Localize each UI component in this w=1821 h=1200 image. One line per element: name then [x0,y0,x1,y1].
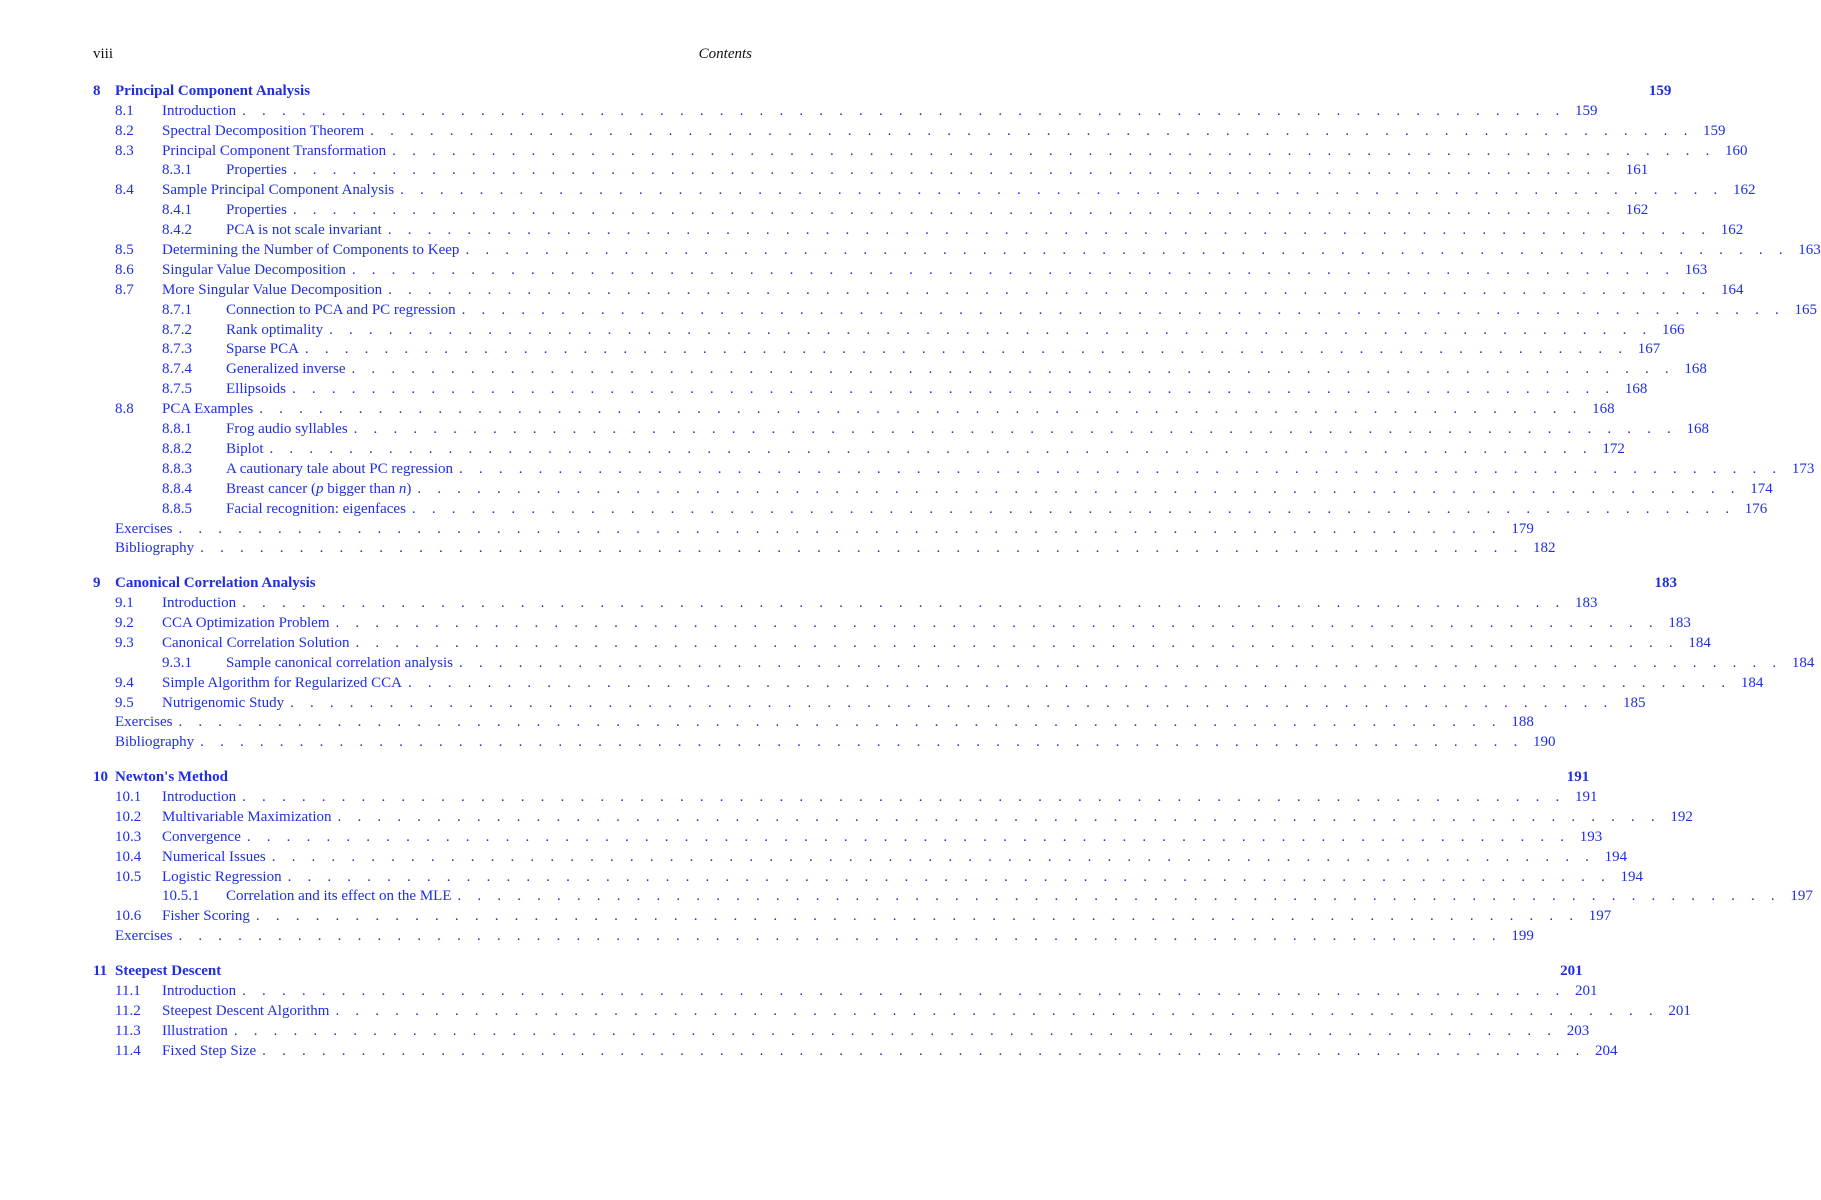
toc-entry-number: 10.3 [115,828,142,845]
toc-entry[interactable] [93,321,1685,342]
toc-page-number: 173 [1791,460,1815,477]
toc-entry-title: Determining the Number of Components to Keep [162,242,460,259]
toc-page-number: 162 [1625,202,1649,219]
toc-entry[interactable] [93,520,1534,541]
toc-page-number: 165 [1794,301,1817,318]
toc-entry-title: Biplot [226,440,264,457]
toc-entry-number: 8.4.2 [162,222,192,239]
toc-leader-dots: . . . . . . . . . . . . . . . . . . . . . . . . . . . . . . . . . . . . . . . . . . . . . . . . . . . . . . . . . . . . . . . . . . . [407,674,1732,691]
toc-entry-number: 9.1 [115,595,134,612]
toc-leader-dots: . . . . . . . . . . . . . . . . . . . . . . . . . . . . . . . . . . . . . . . . . . . . . . . . . . . . . . . . . . . . . . . . . . . [292,162,1617,179]
toc-leader-dots: . . . . . . . . . . . . . . . . . . . . . . . . . . . . . . . . . . . . . . . . . . . . . . . . . . . . . . . . . . . . . . . . . . . [242,982,1566,999]
toc-page-number: 159 [1648,83,1672,99]
toc-entry[interactable] [93,694,1646,715]
toc-entry-number: 8.4 [115,182,134,199]
toc-entry[interactable] [93,500,1768,521]
toc-leader-dots: . . . . . . . . . . . . . . . . . . . . . . . . . . . . . . . . . . . . . . . . . . . . . . . . . . . . . . . . . . . . . . . . . . . [200,734,1524,751]
toc-entry[interactable] [93,202,1649,222]
toc-chapter-entry[interactable] [93,769,1590,789]
toc-entry[interactable] [93,808,1693,829]
toc-entry-title: More Singular Value Decomposition [162,281,383,298]
table-of-contents [93,83,1821,1077]
toc-entry-number: 8.8.4 [162,480,192,497]
toc-entry-number: 8.4.1 [162,202,192,219]
toc-entry-number: 11.3 [115,1022,141,1039]
toc-page-number: 182 [1533,540,1556,557]
toc-entry[interactable] [93,734,1556,754]
toc-leader-dots: . . . . . . . . . . . . . . . . . . . . . . . . . . . . . . . . . . . . . . . . . . . . . . . . . . . . . . . . . . . . . . . . . . . [178,714,1502,731]
toc-entry-title: Canonical Correlation Solution [162,634,350,651]
toc-leader-dots: . . . . . . . . . . . . . . . . . . . . . . . . . . . . . . . . . . . . . . . . . . . . . . . . . . . . . . . . . . . . . . . . . . . [292,202,1617,219]
toc-entry-title: Singular Value Decomposition [162,261,346,278]
toc-entry-number: 9.3 [115,634,134,651]
toc-chapter-block [93,575,1815,754]
toc-entry-title: Facial recognition: eigenfaces [226,500,406,517]
toc-page-number: 201 [1560,963,1583,980]
toc-entry-title: Exercises [115,928,173,945]
toc-page-number: 172 [1602,440,1625,457]
toc-entry-number: 8.2 [115,122,134,139]
toc-leader-dots: . . . . . . . . . . . . . . . . . . . . . . . . . . . . . . . . . . . . . . . . . . . . . . . . . . . . . . . . . . . . . . . . . . . [465,242,1789,259]
toc-entry-number: 8 [93,83,101,99]
toc-entry[interactable] [93,222,1744,242]
toc-entry-title: PCA is not scale invariant [226,222,382,239]
toc-entry[interactable] [93,928,1534,948]
toc-entry-title: Ellipsoids [226,381,287,398]
toc-entry[interactable] [93,540,1556,560]
toc-entry-title: Sample canonical correlation analysis [226,654,453,671]
toc-page-number: 204 [1595,1042,1618,1059]
toc-entry-number: 10.2 [115,808,142,825]
toc-entry-number: 9.5 [115,694,134,711]
toc-entry[interactable] [93,828,1603,849]
toc-page-number: 194 [1604,848,1628,865]
toc-entry-title: Generalized inverse [226,361,346,378]
toc-entry-number: 10.6 [115,908,142,925]
toc-leader-dots: . . . . . . . . . . . . . . . . . . . . . . . . . . . . . . . . . . . . . . . . . . . . . . . . . . . . . . . . . . . . . . . . . . . [353,421,1678,438]
toc-entry-title: Bibliography [115,540,195,557]
toc-leader-dots: . . . . . . . . . . . . . . . . . . . . . . . . . . . . . . . . . . . . . . . . . . . . . . . . . . . . . . . . . . . . . . . . . . . [335,614,1659,631]
toc-leader-dots: . . . . . . . . . . . . . . . . . . . . . . . . . . . . . . . . . . . . . . . . . . . . . . . . . . . . . . . . . . . . . . . . . . . [411,500,1736,517]
page-number-label: viii [93,46,114,62]
toc-entry[interactable] [93,381,1648,401]
toc-entry[interactable] [93,142,1748,163]
toc-entry[interactable] [93,361,1707,381]
toc-chapter-block [93,769,1813,948]
toc-leader-dots: . . . . . . . . . . . . . . . . . . . . . . . . . . . . . . . . . . . . . . . . . . . . . . . . . . . . . . . . . . . . . . . . . . . [329,321,1653,338]
toc-page-number: 194 [1620,868,1643,885]
toc-entry[interactable] [93,1022,1590,1043]
toc-page-number: 201 [1668,1002,1691,1019]
toc-chapter-entry[interactable] [93,575,1677,595]
toc-entry-number: 8.5 [115,242,134,259]
toc-entry-number: 11.1 [115,982,141,999]
toc-entry[interactable] [93,182,1756,202]
toc-page-number: 161 [1625,162,1649,179]
toc-entry-number: 10 [93,769,108,786]
toc-entry-number: 8.7 [115,281,134,298]
toc-page-number: 168 [1684,361,1707,378]
toc-entry-title: Bibliography [115,734,195,751]
toc-entry-number: 9.4 [115,674,134,691]
toc-entry[interactable] [93,1002,1691,1023]
toc-entry[interactable] [93,888,1813,908]
toc-leader-dots: . . . . . . . . . . . . . . . . . . . . . . . . . . . . . . . . . . . . . . . . . . . . . . . . . . . . . . . . . . . . . . . . . . . [351,361,1675,378]
toc-page-number: 192 [1670,808,1693,825]
toc-entry-title: Correlation and its effect on the MLE [226,888,452,905]
toc-leader-dots: . . . . . . . . . . . . . . . . . . . . . . . . . . . . . . . . . . . . . . . . . . . . . . . . . . . . . . . . . . . . . . . . . . . [459,654,1783,671]
toc-leader-dots: . . . . . . . . . . . . . . . . . . . . . . . . . . . . . . . . . . . . . . . . . . . . . . . . . . . . . . . . . . . . . . . . . . . [461,301,1785,318]
toc-leader-dots: . . . . . . . . . . . . . . . . . . . . . . . . . . . . . . . . . . . . . . . . . . . . . . . . . . . . . . . . . . . . . . . . . . . [459,460,1783,477]
toc-page-number: 184 [1688,634,1711,651]
toc-entry-title: Principal Component Analysis [115,83,311,99]
running-head: Contents [698,46,752,62]
toc-chapter-entry[interactable] [93,83,1672,103]
toc-leader-dots: . . . . . . . . . . . . . . . . . . . . . . . . . . . . . . . . . . . . . . . . . . . . . . . . . . . . . . . . . . . . . . . . . . . [269,440,1593,457]
toc-entry[interactable] [93,908,1612,928]
toc-entry[interactable] [93,421,1710,441]
toc-entry-title: CCA Optimization Problem [162,614,330,631]
toc-leader-dots: . . . . . . . . . . . . . . . . . . . . . . . . . . . . . . . . . . . . . . . . . . . . . . . . . . . . . . . . . . . . . . . . . . . [290,694,1614,711]
toc-entry[interactable] [93,868,1643,889]
toc-leader-dots: . . . . . . . . . . . . . . . . . . . . . . . . . . . . . . . . . . . . . . . . . . . . . . . . . . . . . . . . . . . . . . . . . . . [271,848,1596,865]
toc-leader-dots: . . . . . . . . . . . . . . . . . . . . . . . . . . . . . . . . . . . . . . . . . . . . . . . . . . . . . . . . . . . . . . . . . . . [246,828,1571,845]
toc-page-number: 199 [1511,928,1534,945]
toc-page-number: 168 [1592,401,1615,418]
toc-entry-title: Fisher Scoring [162,908,250,925]
toc-page-number: 191 [1575,789,1598,805]
toc-entry[interactable] [93,654,1815,675]
toc-leader-dots: . . . . . . . . . . . . . . . . . . . . . . . . . . . . . . . . . . . . . . . . . . . . . . . . . . . . . . . . . . . . . . . . . . . [457,888,1781,905]
toc-entry[interactable] [93,261,1708,282]
toc-entry[interactable] [93,1042,1618,1063]
toc-page-number: 164 [1720,281,1744,298]
toc-page-number: 185 [1622,694,1646,711]
toc-entry-title: Breast cancer (p bigger than n) [226,480,412,497]
toc-entry-title: Frog audio syllables [226,421,348,438]
toc-leader-dots: . . . . . . . . . . . . . . . . . . . . . . . . . . . . . . . . . . . . . . . . . . . . . . . . . . . . . . . . . . . . . . . . . . . [388,281,1712,298]
toc-entry-title: PCA Examples [162,401,254,418]
toc-leader-dots: . . . . . . . . . . . . . . . . . . . . . . . . . . . . . . . . . . . . . . . . . . . . . . . . . . . . . . . . . . . . . . . . . . . [292,381,1616,398]
toc-entry[interactable] [93,301,1817,322]
toc-page-number: 183 [1654,575,1677,592]
toc-entry[interactable] [93,595,1598,615]
toc-entry-number: 11.4 [115,1042,141,1059]
toc-leader-dots: . . . . . . . . . . . . . . . . . . . . . . . . . . . . . . . . . . . . . . . . . . . . . . . . . . . . . . . . . . . . . . . . . . . [337,808,1661,825]
toc-page-number: 163 [1684,261,1708,278]
toc-entry-title: Illustration [162,1022,228,1039]
toc-entry[interactable] [93,401,1615,421]
toc-page-number: 176 [1744,500,1768,517]
toc-leader-dots: . . . . . . . . . . . . . . . . . . . . . . . . . . . . . . . . . . . . . . . . . . . . . . . . . . . . . . . . . . . . . . . . . . . [242,789,1566,805]
toc-entry-title: A cautionary tale about PC regression [226,460,454,477]
toc-entry-title: Exercises [115,714,173,731]
toc-leader-dots: . . . . . . . . . . . . . . . . . . . . . . . . . . . . . . . . . . . . . . . . . . . . . . . . . . . . . . . . . . . . . . . . . . . [370,122,1694,139]
toc-leader-dots: . . . . . . . . . . . . . . . . . . . . . . . . . . . . . . . . . . . . . . . . . . . . . . . . . . . . . . . . . . . . . . . . . . . [200,540,1524,557]
toc-page-number: 167 [1637,341,1661,358]
toc-entry[interactable] [93,614,1691,635]
toc-page-number: 166 [1661,321,1685,338]
toc-entry-title: Introduction [162,102,237,119]
toc-leader-dots: . . . . . . . . . . . . . . . . . . . . . . . . . . . . . . . . . . . . . . . . . . . . . . . . . . . . . . . . . . . . . . . . . . . [242,102,1566,119]
toc-entry-title: Canonical Correlation Analysis [115,575,316,592]
toc-leader-dots: . . . . . . . . . . . . . . . . . . . . . . . . . . . . . . . . . . . . . . . . . . . . . . . . . . . . . . . . . . . . . . . . . . . [400,182,1724,199]
toc-page-number: 188 [1511,714,1534,731]
toc-leader-dots: . . . . . . . . . . . . . . . . . . . . . . . . . . . . . . . . . . . . . . . . . . . . . . . . . . . . . . . . . . . . . . . . . . . [355,634,1679,651]
toc-entry-title: Convergence [162,828,241,845]
toc-leader-dots: . . . . . . . . . . . . . . . . . . . . . . . . . . . . . . . . . . . . . . . . . . . . . . . . . . . . . . . . . . . . . . . . . . . [178,520,1502,537]
toc-page-number: 159 [1575,102,1598,119]
toc-entry-title: Simple Algorithm for Regularized CCA [162,674,402,691]
toc-entry[interactable] [93,848,1628,869]
toc-entry[interactable] [93,162,1649,182]
toc-chapter-entry[interactable] [93,963,1583,983]
toc-entry[interactable] [93,674,1764,695]
toc-entry-number: 10.4 [115,848,142,865]
toc-page-number: 197 [1588,908,1612,925]
toc-page-number: 168 [1686,421,1710,438]
toc-entry-title: Exercises [115,520,173,537]
toc-leader-dots: . . . . . . . . . . . . . . . . . . . . . . . . . . . . . . . . . . . . . . . . . . . . . . . . . . . . . . . . . . . . . . . . . . . [242,595,1566,612]
toc-entry-number: 11.2 [115,1002,141,1019]
toc-entry-number: 8.7.4 [162,361,192,378]
toc-leader-dots: . . . . . . . . . . . . . . . . . . . . . . . . . . . . . . . . . . . . . . . . . . . . . . . . . . . . . . . . . . . . . . . . . . . [304,341,1629,358]
toc-entry-number: 8.7.1 [162,301,192,318]
toc-entry-number: 10.1 [115,789,142,805]
toc-page-number: 191 [1566,769,1590,786]
toc-entry-number: 9 [93,575,101,592]
toc-entry[interactable] [93,789,1598,809]
toc-leader-dots: . . . . . . . . . . . . . . . . . . . . . . . . . . . . . . . . . . . . . . . . . . . . . . . . . . . . . . . . . . . . . . . . . . . [351,261,1676,278]
toc-page-number: 201 [1575,982,1598,999]
toc-entry[interactable] [93,122,1726,143]
toc-entry[interactable] [93,460,1815,481]
toc-entry-number: 9.2 [115,614,134,631]
toc-page-number: 184 [1740,674,1764,691]
toc-entry-number: 8.6 [115,261,134,278]
toc-entry[interactable] [93,982,1598,1003]
toc-entry-number: 10.5 [115,868,142,885]
toc-page-number: 183 [1575,595,1598,612]
toc-chapter-block [93,83,1821,560]
toc-entry[interactable] [93,102,1598,123]
toc-leader-dots: . . . . . . . . . . . . . . . . . . . . . . . . . . . . . . . . . . . . . . . . . . . . . . . . . . . . . . . . . . . . . . . . . . . [387,222,1712,239]
toc-entry-title: Introduction [162,595,237,612]
toc-entry-number: 8.8.2 [162,440,192,457]
toc-entry-number: 8.3 [115,142,134,159]
toc-page-number: 174 [1750,480,1773,497]
toc-entry[interactable] [93,714,1534,734]
toc-entry-number: 8.8.5 [162,500,192,517]
toc-page-number: 193 [1579,828,1603,845]
toc-entry-number: 8.7.5 [162,381,192,398]
toc-page-number: 160 [1725,142,1748,159]
toc-page-number: 197 [1790,888,1813,905]
toc-entry-title: Numerical Issues [162,848,266,865]
toc-leader-dots: . . . . . . . . . . . . . . . . . . . . . . . . . . . . . . . . . . . . . . . . . . . . . . . . . . . . . . . . . . . . . . . . . . . [417,480,1741,497]
toc-entry-title: Steepest Descent Algorithm [162,1002,330,1019]
toc-leader-dots: . . . . . . . . . . . . . . . . . . . . . . . . . . . . . . . . . . . . . . . . . . . . . . . . . . . . . . . . . . . . . . . . . . . [233,1022,1558,1039]
toc-entry-title: Multivariable Maximization [162,808,332,825]
toc-entry[interactable] [93,341,1661,361]
toc-entry-title: Spectral Decomposition Theorem [162,122,365,139]
toc-page-number: 184 [1791,654,1815,671]
toc-entry-title: Connection to PCA and PC regression [226,301,456,318]
toc-entry-title: Newton's Method [115,769,228,786]
toc-page-number: 163 [1798,242,1821,259]
toc-page-number: 159 [1703,122,1726,139]
toc-page-number: 162 [1732,182,1756,199]
toc-entry-title: Logistic Regression [162,868,282,885]
toc-entry-number: 8.8.3 [162,460,192,477]
toc-entry[interactable] [93,281,1744,302]
toc-leader-dots: . . . . . . . . . . . . . . . . . . . . . . . . . . . . . . . . . . . . . . . . . . . . . . . . . . . . . . . . . . . . . . . . . . . [255,908,1580,925]
toc-entry-title: Rank optimality [226,321,324,338]
toc-entry-number: 11 [93,963,108,980]
toc-entry-title: Nutrigenomic Study [162,694,285,711]
toc-page-number: 183 [1668,614,1691,631]
toc-entry[interactable] [93,242,1821,262]
toc-entry[interactable] [93,440,1625,461]
toc-entry-title: Fixed Step Size [162,1042,257,1059]
toc-entry-number: 8.3.1 [162,162,192,179]
toc-entry-number: 8.8.1 [162,421,192,438]
toc-entry-title: Properties [226,202,287,219]
toc-leader-dots: . . . . . . . . . . . . . . . . . . . . . . . . . . . . . . . . . . . . . . . . . . . . . . . . . . . . . . . . . . . . . . . . . . . [262,1042,1586,1059]
toc-entry[interactable] [93,480,1773,501]
toc-entry-title: Sample Principal Component Analysis [162,182,395,199]
toc-entry-number: 8.7.3 [162,341,192,358]
toc-entry-title: Introduction [162,982,237,999]
toc-page-number: 179 [1511,520,1534,537]
toc-entry-title: Sparse PCA [226,341,299,358]
toc-leader-dots: . . . . . . . . . . . . . . . . . . . . . . . . . . . . . . . . . . . . . . . . . . . . . . . . . . . . . . . . . . . . . . . . . . . [392,142,1716,159]
toc-page-number: 162 [1720,222,1744,239]
toc-leader-dots: . . . . . . . . . . . . . . . . . . . . . . . . . . . . . . . . . . . . . . . . . . . . . . . . . . . . . . . . . . . . . . . . . . . [287,868,1611,885]
toc-page-number: 190 [1533,734,1556,751]
toc-entry-title: Introduction [162,789,237,805]
toc-chapter-block [93,963,1691,1062]
toc-leader-dots: . . . . . . . . . . . . . . . . . . . . . . . . . . . . . . . . . . . . . . . . . . . . . . . . . . . . . . . . . . . . . . . . . . . [335,1002,1659,1019]
toc-entry-title: Principal Component Transformation [162,142,387,159]
toc-entry-number: 9.3.1 [162,654,192,671]
toc-entry-number: 8.1 [115,102,134,119]
toc-entry-number: 8.8 [115,401,134,418]
toc-leader-dots: . . . . . . . . . . . . . . . . . . . . . . . . . . . . . . . . . . . . . . . . . . . . . . . . . . . . . . . . . . . . . . . . . . . [259,401,1583,418]
page-header [93,46,752,66]
toc-entry-title: Properties [226,162,287,179]
toc-leader-dots: . . . . . . . . . . . . . . . . . . . . . . . . . . . . . . . . . . . . . . . . . . . . . . . . . . . . . . . . . . . . . . . . . . . [178,928,1502,945]
toc-page-number: 203 [1566,1022,1590,1039]
toc-entry-number: 10.5.1 [162,888,200,905]
toc-page-number: 168 [1624,381,1648,398]
toc-entry-number: 8.7.2 [162,321,192,338]
toc-entry-title: Steepest Descent [115,963,222,980]
toc-entry[interactable] [93,634,1711,655]
